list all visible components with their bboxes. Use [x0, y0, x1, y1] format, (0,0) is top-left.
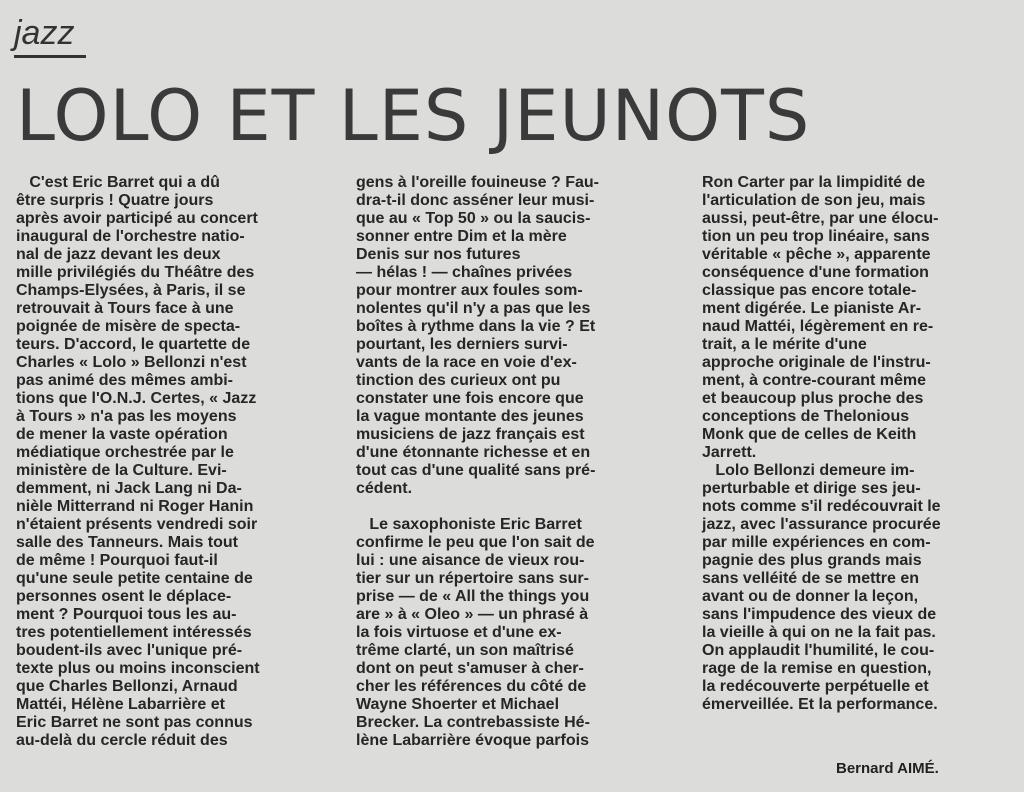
- text-line: par mille expériences en com-: [702, 534, 931, 551]
- text-line: musiciens de jazz français est: [356, 426, 585, 443]
- text-line: Lolo Bellonzi demeure im-: [702, 462, 915, 479]
- text-line: pour montrer aux foules som-: [356, 282, 583, 299]
- text-line: rage de la remise en question,: [702, 660, 932, 677]
- text-line: que au « Top 50 » ou la saucis-: [356, 210, 591, 227]
- paragraph-gap: [356, 498, 672, 516]
- text-line: Denis sur nos futures: [356, 246, 521, 263]
- text-line: demment, ni Jack Lang ni Da-: [16, 480, 242, 497]
- text-line: après avoir participé au concert: [16, 210, 258, 227]
- text-line: médiatique orchestrée par le: [16, 444, 234, 461]
- text-line: Jarrett.: [702, 444, 757, 461]
- text-line: retrouvait à Tours face à une: [16, 300, 234, 317]
- text-line: Mattéi, Hélène Labarrière et: [16, 696, 225, 713]
- article-column-1: [16, 174, 328, 750]
- text-line: Champs-Elysées, à Paris, il se: [16, 282, 246, 299]
- text-line: tinction des curieux ont pu: [356, 372, 561, 389]
- text-line: trême clarté, un son maîtrisé: [356, 642, 574, 659]
- text-line: personnes osent le déplace-: [16, 588, 232, 605]
- section-kicker: jazz: [14, 14, 75, 52]
- text-line: nal de jazz devant les deux: [16, 246, 221, 263]
- text-line: Le saxophoniste Eric Barret: [356, 516, 582, 533]
- text-line: tions que l'O.N.J. Certes, « Jazz: [16, 390, 257, 407]
- text-line: de même ! Pourquoi faut-il: [16, 552, 218, 569]
- text-line: confirme le peu que l'on sait de: [356, 534, 595, 551]
- text-line: Wayne Shoerter et Michael: [356, 696, 560, 713]
- text-line: tier sur un répertoire sans sur-: [356, 570, 589, 587]
- text-line: On applaudit l'humilité, le cou-: [702, 642, 935, 659]
- text-line: nots comme s'il redécouvrait le: [702, 498, 941, 515]
- text-line: Charles « Lolo » Bellonzi n'est: [16, 354, 247, 371]
- text-line: dont on peut s'amuser à cher-: [356, 660, 584, 677]
- text-line: vants de la race en voie d'ex-: [356, 354, 577, 371]
- text-line: aussi, peut-être, par une élocu-: [702, 210, 939, 227]
- text-line: émerveillée. Et la performance.: [702, 696, 938, 713]
- text-line: ment ? Pourquoi tous les au-: [16, 606, 237, 623]
- text-line: et beaucoup plus proche des: [702, 390, 924, 407]
- text-line: tion un peu trop linéaire, sans: [702, 228, 930, 245]
- text-line: approche originale de l'instru-: [702, 354, 931, 371]
- text-line: ment digérée. Le pianiste Ar-: [702, 300, 922, 317]
- text-line: pourtant, les derniers survi-: [356, 336, 568, 353]
- text-line: cédent.: [356, 480, 413, 497]
- article-column-3: [702, 174, 1018, 714]
- text-line: texte plus ou moins inconscient: [16, 660, 260, 677]
- text-line: mille privilégiés du Théâtre des: [16, 264, 255, 281]
- text-line: la redécouverte perpétuelle et: [702, 678, 929, 695]
- text-line: — hélas ! — chaînes privées: [356, 264, 573, 281]
- text-line: lène Labarrière évoque parfois: [356, 732, 589, 749]
- text-line: inaugural de l'orchestre natio-: [16, 228, 245, 245]
- text-line: boîtes à rythme dans la vie ? Et: [356, 318, 596, 335]
- text-line: Ron Carter par la limpidité de: [702, 174, 926, 191]
- text-line: naud Mattéi, légèrement en re-: [702, 318, 934, 335]
- text-line: sans velléité de se mettre en: [702, 570, 919, 587]
- text-line: nièle Mitterrand ni Roger Hanin: [16, 498, 254, 515]
- text-line: la vieille à qui on ne la fait pas.: [702, 624, 936, 641]
- text-line: sans l'impudence des vieux de: [702, 606, 937, 623]
- text-line: are » à « Oleo » — un phrasé à: [356, 606, 589, 623]
- text-line: lui : une aisance de vieux rou-: [356, 552, 585, 569]
- text-line: que Charles Bellonzi, Arnaud: [16, 678, 238, 695]
- text-line: dra-t-il donc asséner leur musi-: [356, 192, 595, 209]
- article-byline: Bernard AIMÉ.: [836, 760, 939, 777]
- text-line: teurs. D'accord, le quartette de: [16, 336, 251, 353]
- section-kicker-underline: [14, 55, 86, 58]
- text-line: qu'une seule petite centaine de: [16, 570, 253, 587]
- text-line: au-delà du cercle réduit des: [16, 732, 228, 749]
- text-line: salle des Tanneurs. Mais tout: [16, 534, 238, 551]
- text-line: n'étaient présents vendredi soir: [16, 516, 258, 533]
- text-line: à Tours » n'a pas les moyens: [16, 408, 237, 425]
- text-line: la fois virtuose et d'une ex-: [356, 624, 562, 641]
- text-line: poignée de misère de specta-: [16, 318, 241, 335]
- text-line: boudent-ils avec l'unique pré-: [16, 642, 243, 659]
- text-line: Eric Barret ne sont pas connus: [16, 714, 253, 731]
- text-line: de mener la vaste opération: [16, 426, 228, 443]
- text-line: Brecker. La contrebassiste Hé-: [356, 714, 590, 731]
- text-line: être surpris ! Quatre jours: [16, 192, 214, 209]
- text-line: la vague montante des jeunes: [356, 408, 584, 425]
- text-line: trait, a le mérite d'une: [702, 336, 867, 353]
- text-line: l'articulation de son jeu, mais: [702, 192, 926, 209]
- text-line: pas animé des mêmes ambi-: [16, 372, 233, 389]
- text-line: conséquence d'une formation: [702, 264, 929, 281]
- text-line: tout cas d'une qualité sans pré-: [356, 462, 596, 479]
- text-line: C'est Eric Barret qui a dû: [16, 174, 220, 191]
- text-line: tres potentiellement intéressés: [16, 624, 252, 641]
- text-line: sonner entre Dim et la mère: [356, 228, 567, 245]
- text-line: Monk que de celles de Keith: [702, 426, 917, 443]
- text-line: cher les références du côté de: [356, 678, 587, 695]
- article-headline: LOLO ET LES JEUNOTS: [16, 75, 811, 157]
- text-line: classique pas encore totale-: [702, 282, 917, 299]
- text-line: jazz, avec l'assurance procurée: [702, 516, 941, 533]
- text-line: ment, à contre-courant même: [702, 372, 927, 389]
- text-line: conceptions de Thelonious: [702, 408, 910, 425]
- text-line: ministère de la Culture. Evi-: [16, 462, 227, 479]
- article-column-2: [356, 174, 672, 750]
- text-line: véritable « pêche », apparente: [702, 246, 931, 263]
- text-line: avant ou de donner la leçon,: [702, 588, 919, 605]
- text-line: constater une fois encore que: [356, 390, 584, 407]
- text-line: nolentes qu'il n'y a pas que les: [356, 300, 591, 317]
- text-line: d'une étonnante richesse et en: [356, 444, 591, 461]
- text-line: perturbable et dirige ses jeu-: [702, 480, 921, 497]
- text-line: prise — de « All the things you: [356, 588, 590, 605]
- text-line: gens à l'oreille fouineuse ? Fau-: [356, 174, 599, 191]
- text-line: pagnie des plus grands mais: [702, 552, 922, 569]
